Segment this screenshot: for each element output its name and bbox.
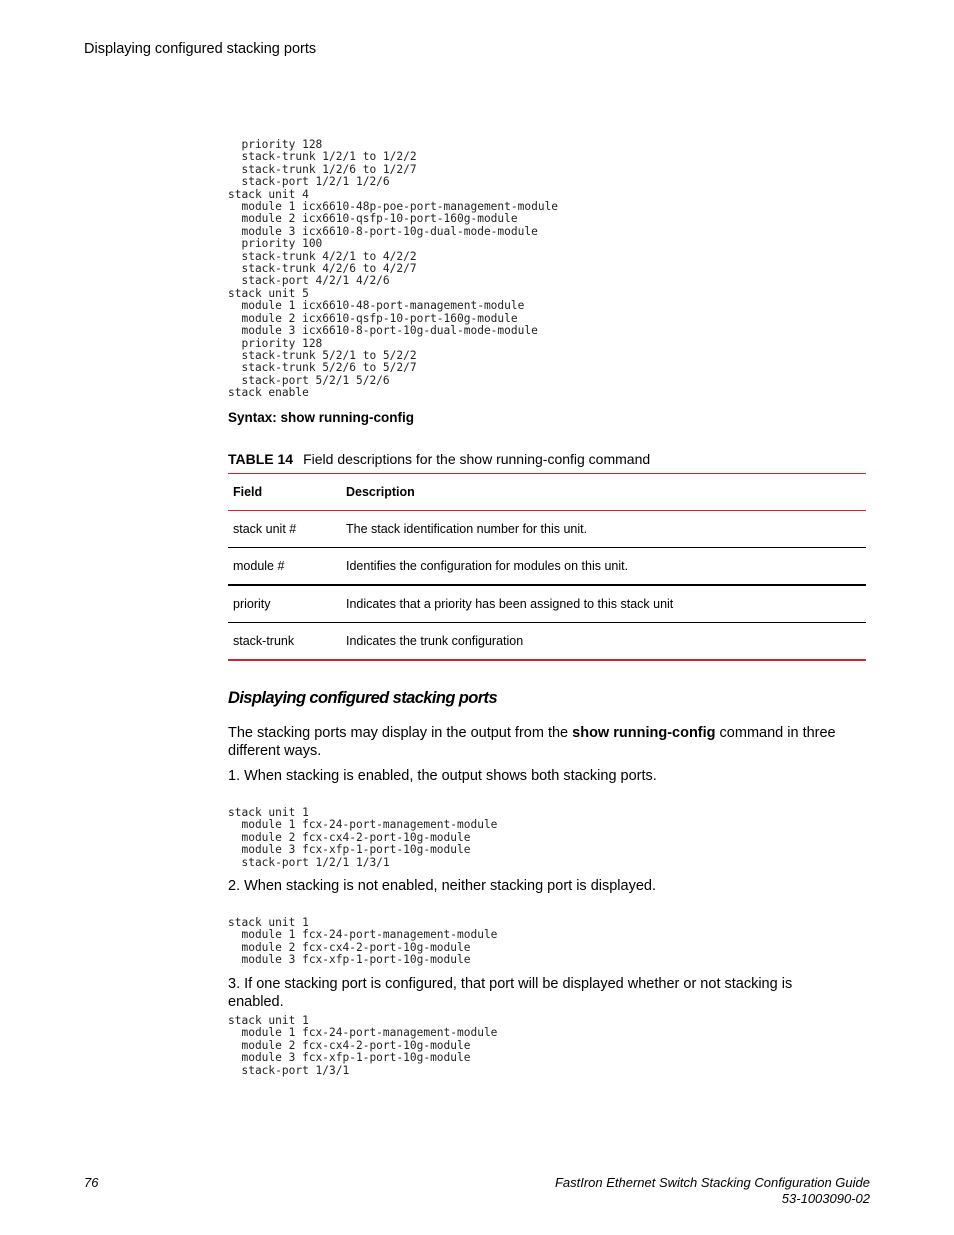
table-caption	[228, 451, 650, 467]
table-row	[228, 511, 866, 548]
code-block-step-2: stack unit 1 module 1 fcx-24-port-management-module module 2 fcx-cx4-2-port-10g-module module 3 fcx-xfp-1-port-10g-module	[228, 916, 498, 967]
table-label: TABLE 14	[228, 451, 294, 467]
section-heading: Displaying configured stacking ports	[228, 689, 498, 707]
column-header-description: Description	[346, 485, 415, 499]
description-cell: The stack identification number for this unit.	[346, 522, 588, 536]
step-1-text: 1. When stacking is enabled, the output shows both stacking ports.	[228, 768, 657, 784]
step-3-text: 3. If one stacking port is configured, that port will be displayed whether or not stacking is enabled.	[228, 976, 793, 1010]
field-cell: priority	[233, 597, 271, 611]
syntax-line: Syntax: show running-config	[228, 410, 414, 425]
table-caption-text: Field descriptions for the show running-config command	[303, 451, 651, 467]
page-number: 76	[84, 1175, 99, 1190]
intro-command: show running-config	[572, 725, 716, 741]
code-block-running-config: priority 128 stack-trunk 1/2/1 to 1/2/2 stack-trunk 1/2/6 to 1/2/7 stack-port 1/2/1 1/2/6 stack unit 4 module 1 icx6610-48p-poe-port-management-module module 2 icx6610-qsfp-10-port-160g-module module 3 icx6610-8-port-10g-dual-mode-module priority 100 stack-trunk 4/2/1 to 4/2/2 stack-trunk 4/2/6 to 4/2/7 stack-port 4/2/1 4/2/6 stack unit 5 module 1 icx6610-48-port-management-module module 2 icx6610-qsfp-10-port-160g-module module 3 icx6610-8-port-10g-dual-mode-module priority 128 stack-trunk 5/2/1 to 5/2/2 stack-trunk 5/2/6 to 5/2/7 stack-port 5/2/1 5/2/6 stack enable	[228, 138, 559, 400]
code-block-step-1: stack unit 1 module 1 fcx-24-port-management-module module 2 fcx-cx4-2-port-10g-module module 3 fcx-xfp-1-port-10g-module stack-port 1/2/1 1/3/1	[228, 806, 498, 869]
intro-paragraph	[228, 725, 848, 760]
guide-title: FastIron Ethernet Switch Stacking Configuration Guide	[554, 1175, 870, 1190]
field-cell: module #	[233, 559, 285, 573]
running-header: Displaying configured stacking ports	[84, 41, 317, 57]
column-header-field: Field	[233, 485, 263, 499]
table-header-row	[228, 474, 866, 511]
intro-text-after: command in three different ways.	[228, 725, 836, 759]
description-cell: Indicates that a priority has been assigned to this stack unit	[346, 597, 674, 611]
field-cell: stack-trunk	[233, 634, 295, 648]
field-descriptions-table	[228, 473, 866, 661]
field-cell: stack unit #	[233, 522, 297, 536]
table-row	[228, 585, 866, 623]
table-row	[228, 548, 866, 586]
description-cell: Identifies the configuration for modules on this unit.	[346, 559, 629, 573]
code-block-step-3: stack unit 1 module 1 fcx-24-port-management-module module 2 fcx-cx4-2-port-10g-module module 3 fcx-xfp-1-port-10g-module stack-port 1/3/1	[228, 1014, 498, 1077]
footer-doc-info	[555, 1175, 870, 1207]
intro-text-before: The stacking ports may display in the output from the	[228, 725, 573, 741]
step-2-text: 2. When stacking is not enabled, neither stacking port is displayed.	[228, 878, 656, 894]
doc-number: 53-1003090-02	[781, 1191, 870, 1206]
table-row	[228, 623, 866, 661]
description-cell: Indicates the trunk configuration	[346, 634, 524, 648]
